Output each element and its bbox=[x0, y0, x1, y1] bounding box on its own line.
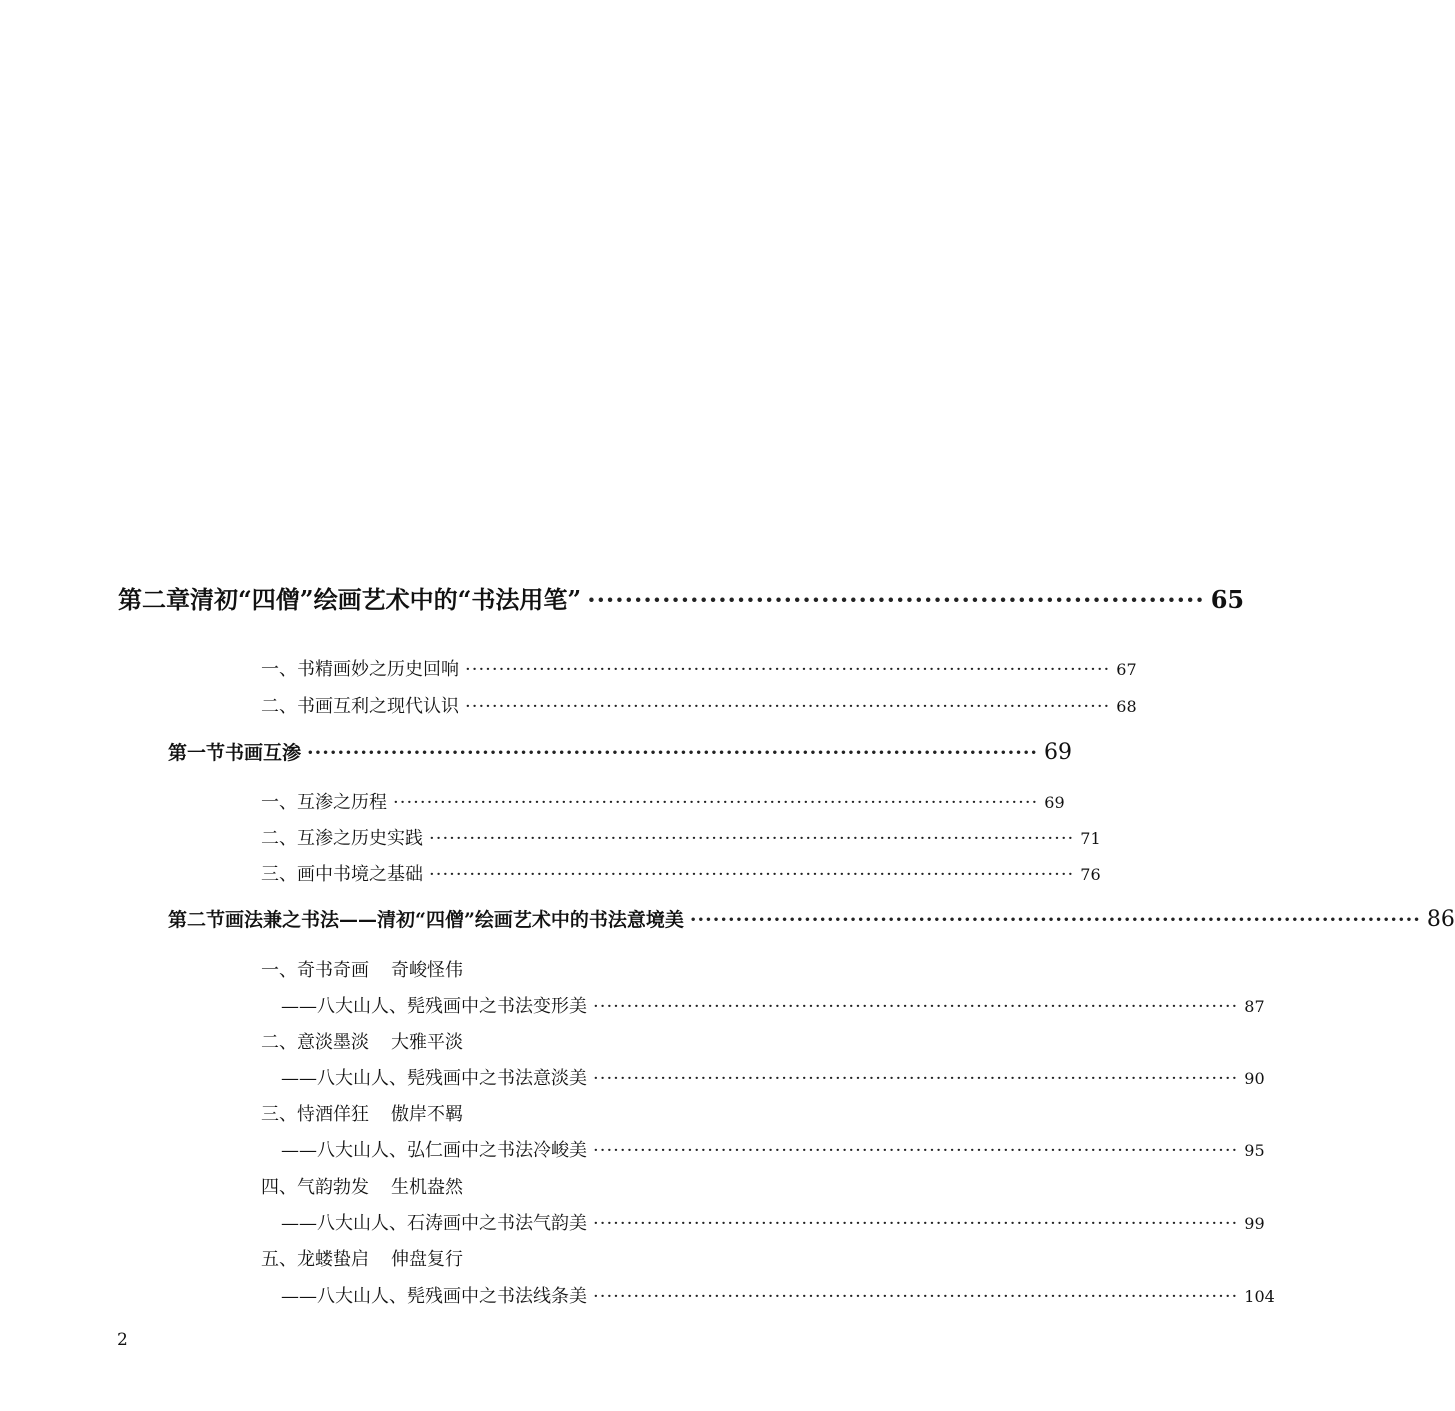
toc-sub-text: ——八大山人、髡残画中之书法意淡美 bbox=[281, 1068, 587, 1089]
leader-dots: ································································································ bbox=[593, 1286, 1239, 1307]
toc-item-heading-b: 傲岸不羁 bbox=[391, 1104, 463, 1125]
toc-item-text: 一、书精画妙之历史回响 bbox=[261, 659, 459, 680]
toc-sub-page: 90 bbox=[1244, 1069, 1265, 1088]
leader-dots: ································································································ bbox=[593, 1213, 1239, 1234]
toc-sub-text: ——八大山人、石涛画中之书法气韵美 bbox=[281, 1213, 587, 1234]
toc-sub-page: 87 bbox=[1244, 997, 1265, 1016]
toc-sub-item bbox=[281, 1064, 1265, 1090]
toc-item-page: 71 bbox=[1080, 829, 1101, 848]
toc-item-heading-a: 二、意淡墨淡 bbox=[261, 1032, 369, 1053]
leader-dots: ·································································· bbox=[587, 585, 1205, 614]
section-title: 书画互渗 bbox=[225, 742, 302, 764]
section-page: 69 bbox=[1044, 740, 1073, 765]
leader-dots: ································································································ bbox=[307, 742, 1039, 764]
toc-item-text: 二、书画互利之现代认识 bbox=[261, 696, 459, 717]
toc-sub-item bbox=[281, 1136, 1265, 1162]
toc-item-heading bbox=[261, 1245, 463, 1271]
toc-sub-page: 104 bbox=[1244, 1287, 1275, 1306]
toc-item bbox=[261, 788, 1065, 814]
toc-item-heading-b: 奇峻怪伟 bbox=[391, 960, 463, 981]
chapter-title: 清初“四僧”绘画艺术中的“书法用笔” bbox=[190, 585, 582, 614]
toc-sub-text: ——八大山人、髡残画中之书法线条美 bbox=[281, 1286, 587, 1307]
toc-sub-item bbox=[281, 1209, 1265, 1235]
leader-dots: ································································································ bbox=[465, 696, 1111, 717]
toc-sub-page: 95 bbox=[1244, 1141, 1265, 1160]
toc-item-heading-b: 大雅平淡 bbox=[391, 1032, 463, 1053]
toc-item-page: 69 bbox=[1044, 793, 1065, 812]
leader-dots: ································································································ bbox=[689, 909, 1421, 931]
leader-dots: ································································································ bbox=[429, 864, 1075, 885]
leader-dots: ································································································ bbox=[593, 996, 1239, 1017]
toc-item-heading-b: 伸盘复行 bbox=[391, 1249, 463, 1270]
toc-item-text: 一、互渗之历程 bbox=[261, 792, 387, 813]
toc-item-heading-a: 一、奇书奇画 bbox=[261, 960, 369, 981]
chapter-label: 第二章 bbox=[118, 585, 190, 614]
toc-item-text: 二、互渗之历史实践 bbox=[261, 828, 423, 849]
toc-item-page: 67 bbox=[1116, 660, 1137, 679]
toc-item bbox=[261, 692, 1137, 718]
leader-dots: ································································································ bbox=[393, 792, 1039, 813]
leader-dots: ································································································ bbox=[429, 828, 1075, 849]
section-heading bbox=[168, 905, 1455, 932]
toc-item-page: 68 bbox=[1116, 697, 1137, 716]
toc-item-heading bbox=[261, 956, 463, 982]
toc-item-heading-a: 四、气韵勃发 bbox=[261, 1177, 369, 1198]
toc-item bbox=[261, 860, 1101, 886]
toc-item bbox=[261, 824, 1101, 850]
toc-item-heading-a: 三、恃酒佯狂 bbox=[261, 1104, 369, 1125]
toc-item-heading bbox=[261, 1173, 463, 1199]
toc-item-heading-a: 五、龙蝼蛰启 bbox=[261, 1249, 369, 1270]
section-title: 画法兼之书法——清初“四僧”绘画艺术中的书法意境美 bbox=[225, 909, 684, 931]
leader-dots: ································································································ bbox=[465, 659, 1111, 680]
toc-item-page: 76 bbox=[1080, 865, 1101, 884]
toc-item-heading bbox=[261, 1028, 463, 1054]
page-number: 2 bbox=[117, 1330, 128, 1350]
toc-sub-text: ——八大山人、髡残画中之书法变形美 bbox=[281, 996, 587, 1017]
chapter-page: 65 bbox=[1210, 585, 1245, 614]
leader-dots: ································································································ bbox=[593, 1068, 1239, 1089]
chapter-heading bbox=[118, 580, 1245, 615]
toc-sub-item bbox=[281, 992, 1265, 1018]
section-label: 第一节 bbox=[168, 742, 226, 764]
section-heading bbox=[168, 738, 1073, 765]
section-page: 86 bbox=[1426, 907, 1455, 932]
toc-sub-item bbox=[281, 1282, 1275, 1308]
toc-item-heading bbox=[261, 1100, 463, 1126]
toc-sub-text: ——八大山人、弘仁画中之书法冷峻美 bbox=[281, 1140, 587, 1161]
toc-item-text: 三、画中书境之基础 bbox=[261, 864, 423, 885]
section-label: 第二节 bbox=[168, 909, 226, 931]
toc-item bbox=[261, 655, 1137, 681]
leader-dots: ································································································ bbox=[593, 1140, 1239, 1161]
toc-sub-page: 99 bbox=[1244, 1214, 1265, 1233]
toc-item-heading-b: 生机盎然 bbox=[391, 1177, 463, 1198]
